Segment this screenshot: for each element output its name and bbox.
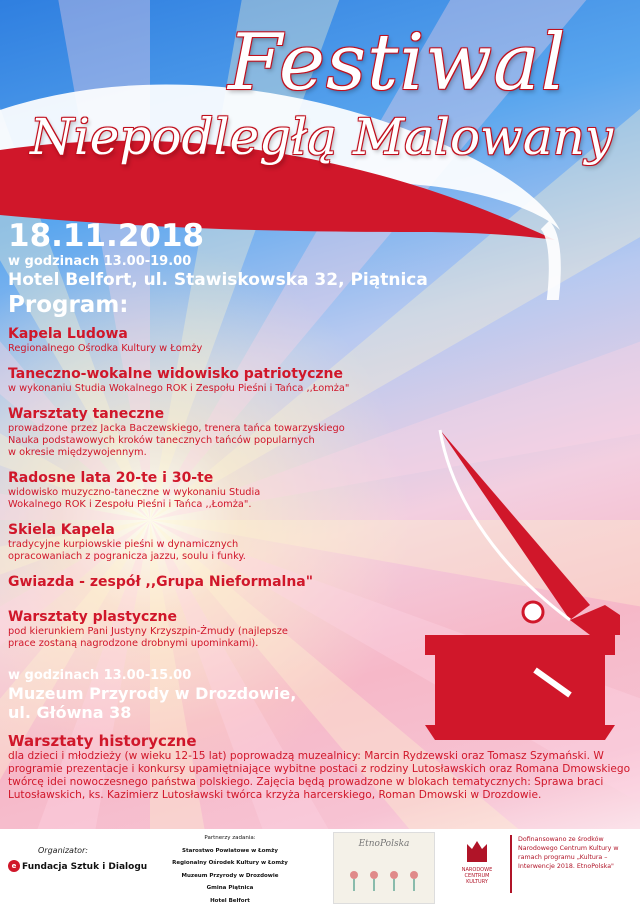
festival-subtitle: Niepodległą Malowany [30,108,614,166]
program-item-title: Warsztaty plastyczne [8,609,177,625]
program-item [8,470,428,511]
program-item [8,326,428,355]
program-item-desc: w wykonaniu Studia Wokalnego ROK i Zespołu Pieśni i Tańca ,,Łomża" [8,383,350,394]
partner-item: Regionalny Ośrodek Kultury w Łomży [172,860,288,866]
nck-crown-icon [466,839,488,863]
organizer-name: Fundacja Sztuk i Dialogu [22,862,148,872]
program-item [8,574,428,591]
program-item-desc: prowadzone przez Jacka Baczewskiego, trenera tańca towarzyskiego Nauka podstawowych kroków tanecznych tańców popularnych w okresie międzywojennym. [8,423,345,458]
event-venue: Hotel Belfort, ul. Stawiskowska 32, Piątnica [8,270,428,290]
etnopolska-logo [333,832,435,904]
program-item-desc: tradycyjne kurpiowskie pieśni w dynamicznych opracowaniach z pogranicza jazzu, soulu i funky. [8,539,246,562]
program-item-title: Gwiazda - zespół ,,Grupa Nieformalna" [8,574,314,590]
program-item-title: Taneczno-wokalne widowisko patriotyczne [8,366,344,382]
program-item-title: Warsztaty taneczne [8,406,165,422]
program-item-title: Skiela Kapela [8,522,115,538]
program-item-desc: pod kierunkiem Pani Justyny Krzyszpin-Żmudy (najlepsze prace zostaną nagrodzone drobnymi upominkami). [8,626,288,649]
workshop-desc: dla dzieci i młodzieży (w wieku 12-15 lat) poprowadzą muzealnicy: Marcin Rydzewski oraz Tomasz Szymański. W programie prezentacje i konkursy upamiętniające wybitne postaci z rodziny Lutosławskich oraz Romana Dmowskiego twórcę idei nowoczesnego państwa polskiego. Zajęcia będą prowadzone w blokach tematycznych: Sprawa braci Lutosławskich, ks. Kazimierz Lutosławski twórca krzyża harcerskiego, Roman Dmowski w Drozdowie. [8,750,631,801]
funding-note: Dofinansowano ze środków Narodowego Centrum Kultury w ramach programu „Kultura – Interwencje 2018. EtnoPolska" [510,835,640,893]
partners-list [140,832,320,905]
program-item [8,522,428,563]
program-item-desc: Regionalnego Ośrodka Kultury w Łomży [8,343,203,354]
event-hours: w godzinach 13.00-19.00 [8,254,192,269]
footer [0,829,640,905]
partners-label: Partnerzy zadania: [204,835,256,841]
partner-item: Hotel Belfort [210,897,250,904]
nck-text: NARODOWE CENTRUM KULTURY [461,867,493,885]
etnopolska-title: EtnoPolska [358,839,410,849]
program-item-title: Kapela Ludowa [8,326,128,342]
nck-logo [448,839,506,885]
etnopolska-pattern-icon [334,857,434,897]
gramophone-icon [420,420,640,750]
workshop-title: Warsztaty historyczne [8,732,197,750]
partner-item: Starostwo Powiatowe w Łomży [182,847,278,854]
program-item [8,406,428,459]
partner-item: Muzeum Przyrody w Drozdowie [181,872,279,879]
partner-item: Gmina Piątnica [206,885,254,891]
festival-title: Festiwal [228,18,567,108]
second-event-venue: Muzeum Przyrody w Drozdowie, ul. Główna 38 [8,684,297,722]
program-item [8,366,428,395]
event-date: 18.11.2018 [8,218,205,254]
program-item-desc: widowisko muzyczno-taneczne w wykonaniu Studia Wokalnego ROK i Zespołu Pieśni i Tańca ,,Łomża". [8,487,261,510]
organizer-label: Organizator: [38,846,88,855]
second-event-hours: w godzinach 13.00-15.00 [8,668,192,683]
organizer-logo-icon: e [8,860,20,872]
program-item-title: Radosne lata 20-te i 30-te [8,470,214,486]
program-item [8,609,428,650]
program-heading: Program: [8,292,129,318]
